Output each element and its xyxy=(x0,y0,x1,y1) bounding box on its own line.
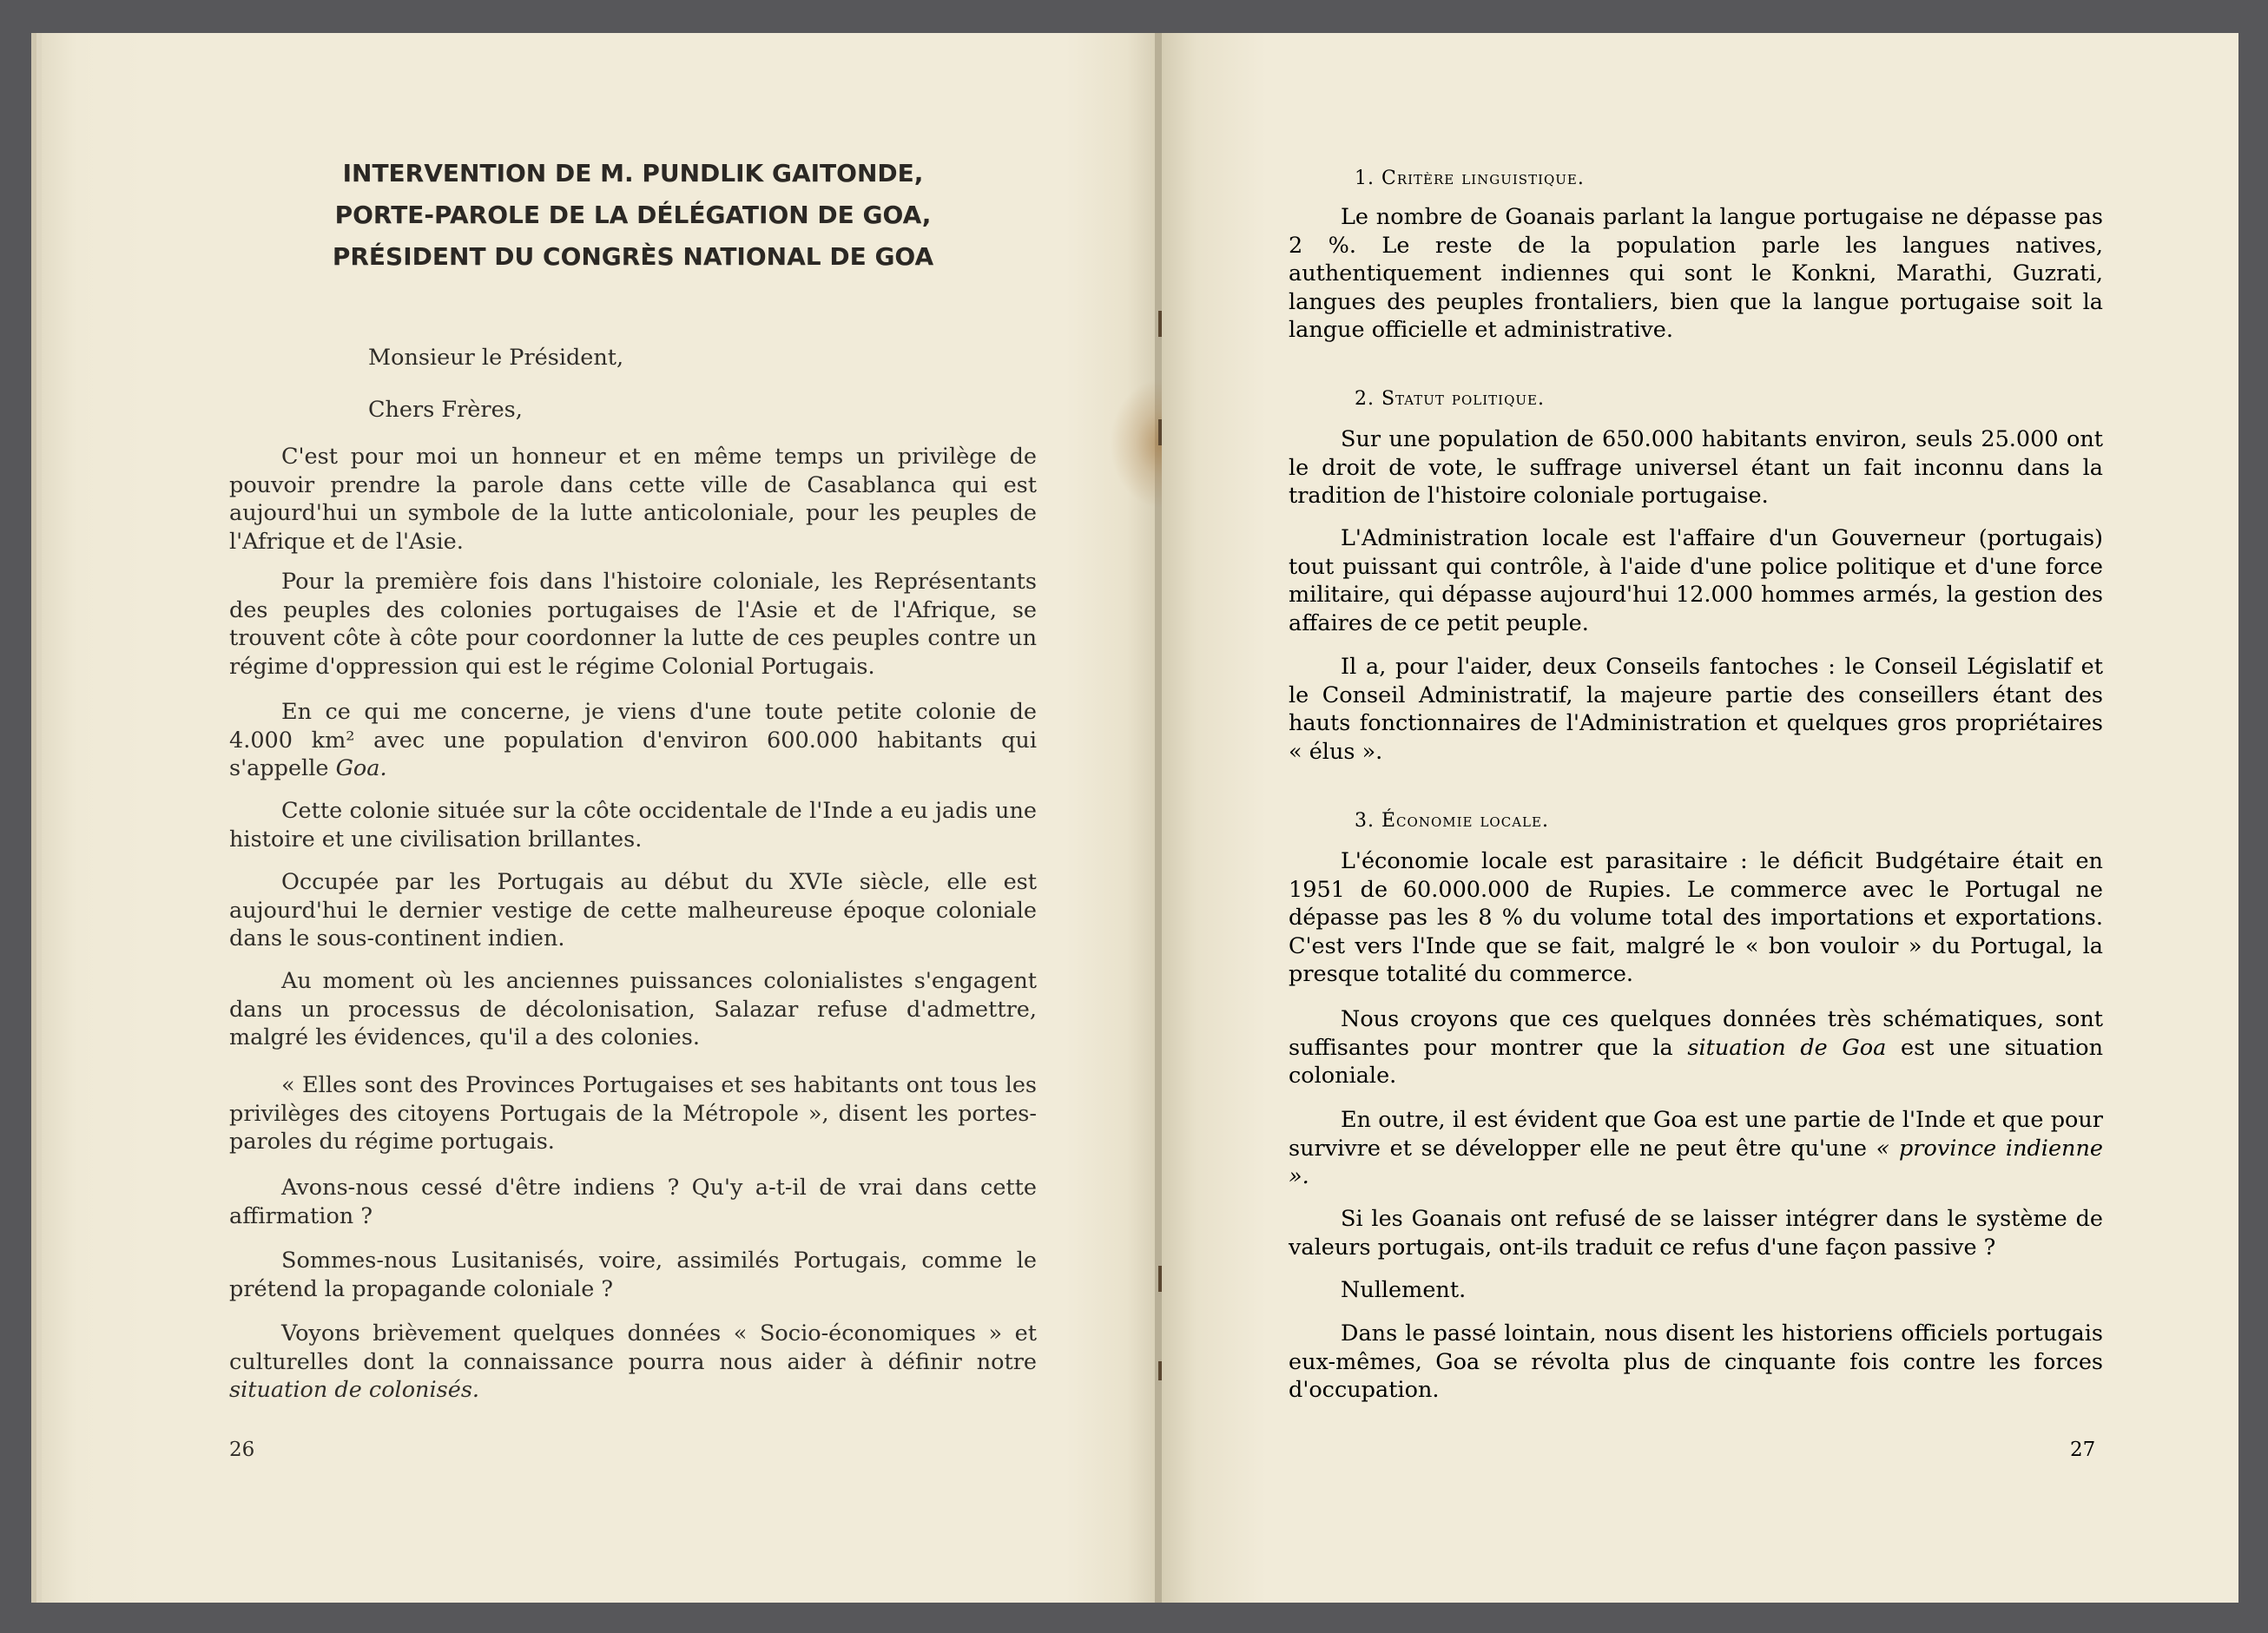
paragraph-3 xyxy=(229,698,1037,783)
paragraph-10 xyxy=(229,1320,1037,1405)
title-line-3: PRÉSIDENT DU CONGRÈS NATIONAL DE GOA xyxy=(332,242,934,271)
right-paragraph-1: Le nombre de Goanais parlant la langue portugaise ne dépasse pas 2 %. Le reste de la population parle les langues natives, authentiquement indiennes qui sont le Konkni, Marathi, Guzrati, langues des peuples frontaliers, bien que la langue portugaise soit la langue officielle et administrative. xyxy=(1289,204,2103,344)
book-spread xyxy=(42,33,2238,1603)
right-paragraph-2: Sur une population de 650.000 habitants environ, seuls 25.000 ont le droit de vote, le suffrage universel étant un fait inconnu dans la tradition de l'histoire coloniale portugaise. xyxy=(1289,426,2103,510)
situation-de-goa-italic: situation de Goa xyxy=(1687,1034,1887,1061)
section-heading-3: 3. Économie locale. xyxy=(1355,810,1549,832)
paragraph-8: Avons-nous cessé d'être indiens ? Qu'y a-t-il de vrai dans cette affirmation ? xyxy=(229,1175,1037,1229)
speech-title xyxy=(229,153,1037,278)
left-page xyxy=(42,33,1155,1603)
right-paragraph-10: Dans le passé lointain, nous disent les historiens officiels portugais eux-mêmes, Goa se révolta plus de cinquante fois contre les forces d'occupation. xyxy=(1289,1320,2103,1404)
right-paragraph-7-text: En outre, il est évident que Goa est une partie de l'Inde et que pour survivre et se développer elle ne peut être qu'une xyxy=(1289,1107,2103,1162)
colonises-italic: situation de colonisés. xyxy=(229,1377,480,1404)
page-number-right: 27 xyxy=(2070,1439,2096,1461)
paragraph-10-text: Voyons brièvement quelques données « Socio-économiques » et culturelles dont la connaissance pourra nous aider à définir notre xyxy=(229,1320,1037,1375)
goa-italic: Goa. xyxy=(335,755,387,782)
paragraph-7: « Elles sont des Provinces Portugaises et ses habitants ont tous les privilèges des citoyens Portugais de la Métropole », disent les portes-paroles du régime portugais. xyxy=(229,1072,1037,1156)
salutation-brothers: Chers Frères, xyxy=(368,397,523,423)
page-number-left: 26 xyxy=(229,1439,255,1461)
right-paragraph-4: Il a, pour l'aider, deux Conseils fantoches : le Conseil Législatif et le Conseil Administratif, la majeure partie des conseillers étant des hauts fonctionnaires de l'Administration et quelques gros propriétaires « élus ». xyxy=(1289,654,2103,765)
paragraph-9: Sommes-nous Lusitanisés, voire, assimilés Portugais, comme le prétend la propagande coloniale ? xyxy=(229,1248,1037,1302)
paragraph-4: Cette colonie située sur la côte occidentale de l'Inde a eu jadis une histoire et une civilisation brillantes. xyxy=(229,798,1037,853)
province-indienne-italic: « province indienne ». xyxy=(1289,1135,2103,1190)
salutation-president: Monsieur le Président, xyxy=(368,345,624,371)
right-paragraph-6 xyxy=(1289,1005,2103,1090)
section-heading-2: 2. Statut politique. xyxy=(1355,388,1545,410)
paragraph-1: C'est pour moi un honneur et en même temps un privilège de pouvoir prendre la parole dans cette ville de Casablanca qui est aujourd'hui un symbole de la lutte anticoloniale, pour les peuples de l'Afrique et de l'Asie. xyxy=(229,444,1037,555)
right-paragraph-6-text: Nous croyons que ces quelques données très schématiques, sont suffisantes pour montrer que la xyxy=(1289,1006,2103,1061)
paragraph-6: Au moment où les anciennes puissances colonialistes s'engagent dans un processus de décolonisation, Salazar refuse d'admettre, malgré les évidences, qu'il a des colonies. xyxy=(229,968,1037,1051)
title-line-1: INTERVENTION DE M. PUNDLIK GAITONDE, xyxy=(342,159,924,188)
right-paragraph-5: L'économie locale est parasitaire : le déficit Budgétaire était en 1951 de 60.000.000 de Rupies. Le commerce avec le Portugal ne dépasse pas les 8 % du volume total des importations et exportations. C'est vers l'Inde que se fait, malgré le « bon vouloir » du Portugal, la presque totalité du commerce. xyxy=(1289,848,2103,988)
right-paragraph-9: Nullement. xyxy=(1341,1277,1467,1303)
right-paragraph-3: L'Administration locale est l'affaire d'un Gouverneur (portugais) tout puissant qui contrôle, à l'aide d'une police politique et d'une force militaire, qui dépasse aujourd'hui 12.000 hommes armés, la gestion des affaires de ce petit peuple. xyxy=(1289,525,2103,636)
section-heading-1: 1. Critère linguistique. xyxy=(1355,168,1585,189)
right-paragraph-7 xyxy=(1289,1106,2103,1191)
right-paragraph-8: Si les Goanais ont refusé de se laisser intégrer dans le système de valeurs portugais, ont-ils traduit ce refus d'une façon passive ? xyxy=(1289,1206,2103,1261)
paragraph-2: Pour la première fois dans l'histoire coloniale, les Représentants des peuples des colonies portugaises de l'Asie et de l'Afrique, se trouvent côte à côte pour coordonner la lutte de ces peuples contre un régime d'oppression qui est le régime Colonial Portugais. xyxy=(229,569,1037,680)
paragraph-5: Occupée par les Portugais au début du XVIe siècle, elle est aujourd'hui le dernier vestige de cette malheureuse époque coloniale dans le sous-continent indien. xyxy=(229,869,1037,952)
title-line-2: PORTE-PAROLE DE LA DÉLÉGATION DE GOA, xyxy=(334,201,932,229)
paragraph-3-text: En ce qui me concerne, je viens d'une toute petite colonie de 4.000 km² avec une population d'environ 600.000 habitants qui s'appelle xyxy=(229,699,1037,782)
right-paragraph-6-tail: est une situation coloniale. xyxy=(1289,1034,2104,1090)
